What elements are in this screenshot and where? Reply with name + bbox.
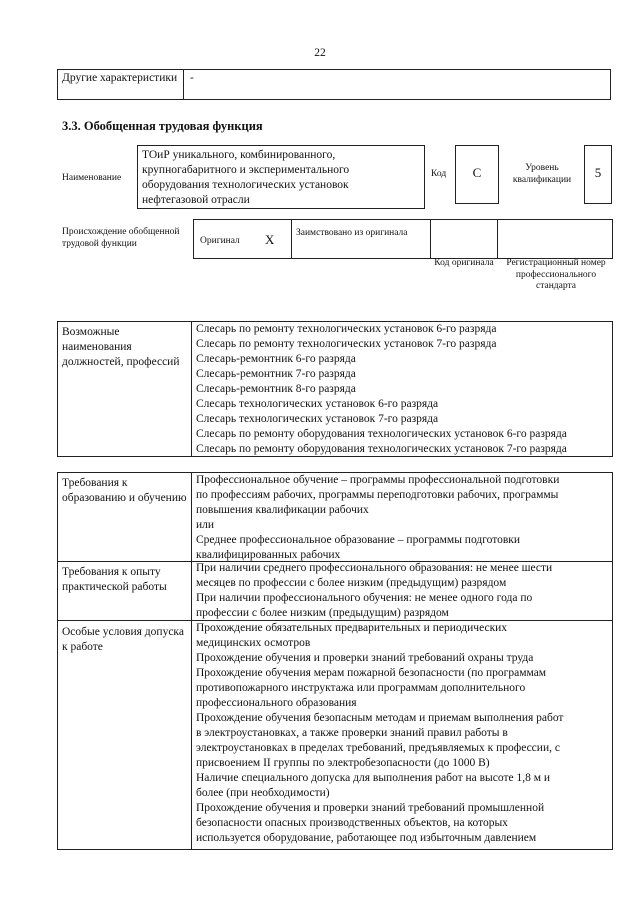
position-item: Слесарь по ремонту технологических установок 6-го разряда	[196, 323, 497, 335]
positions-label: Возможные наименования должностей, профессий	[62, 326, 180, 368]
other-characteristics-label: Другие характеристики	[62, 72, 178, 84]
position-item: Слесарь технологических установок 6-го разряда	[196, 398, 439, 410]
text-line: или	[196, 519, 215, 531]
text-line: профессии с более низким (предыдущим) разрядом	[196, 607, 449, 619]
text-line: квалифицированных рабочих	[196, 549, 341, 561]
special-conditions-text	[196, 621, 563, 846]
text-line: месяцев по профессии с более низким (предыдущим) разрядом	[196, 577, 507, 589]
text-line: При наличии профессионального обучения: не менее одного года по	[196, 592, 533, 604]
original-label: Оригинал	[200, 236, 240, 246]
text-line: Прохождение обучения и проверки знаний требований промышленной	[196, 802, 545, 814]
positions-list	[196, 322, 567, 457]
section-title: 3.3. Обобщенная трудовая функция	[62, 119, 263, 133]
text-line: используется оборудование, работающее под избыточным давлением	[196, 832, 537, 844]
text-line: Профессиональное обучение – программы профессиональной подготовки	[196, 474, 560, 486]
function-name-line: ТОиР уникального, комбинированного,	[142, 149, 336, 161]
text-line: в электроустановках, а также проверки знаний правил работы в	[196, 727, 508, 739]
level-value: 5	[594, 165, 602, 180]
experience-text	[196, 561, 552, 621]
code-value: C	[472, 165, 482, 180]
text-line: медицинских осмотров	[196, 637, 311, 649]
origin-label: Происхождение обобщенной трудовой функции	[62, 227, 180, 249]
position-item: Слесарь-ремонтник 8-го разряда	[196, 383, 356, 395]
text-line: Среднее профессиональное образование – программы подготовки	[196, 534, 521, 546]
function-name-line: оборудования технологических установок	[142, 179, 349, 191]
text-line: противопожарного инструктажа или программам дополнительного	[196, 682, 526, 694]
position-item: Слесарь-ремонтник 7-го разряда	[196, 368, 356, 380]
code-original-caption: Код оригинала	[434, 258, 494, 268]
education-label: Требования к образованию и обучению	[62, 477, 187, 504]
experience-label: Требования к опыту практической работы	[62, 566, 167, 593]
text-line: присвоением II группы по электробезопасности (до 1000 В)	[196, 757, 490, 769]
text-line: электроустановках в пределах требований, предъявляемых к профессии, с	[196, 742, 560, 754]
name-label: Наименование	[62, 173, 122, 183]
text-line: Прохождение обучения мерам пожарной безопасности (по программам	[196, 667, 547, 679]
page-number: 22	[314, 47, 326, 59]
education-text	[196, 473, 559, 563]
original-mark: X	[265, 232, 275, 247]
text-line: более (при необходимости)	[196, 787, 330, 799]
text-line: Наличие специального допуска для выполнения работ на высоте 1,8 м и	[196, 772, 551, 784]
position-item: Слесарь по ремонту технологических установок 7-го разряда	[196, 338, 497, 350]
text-line: При наличии среднего профессионального образования: не менее шести	[196, 562, 553, 574]
text-line: повышения квалификации рабочих	[196, 504, 369, 516]
position-item: Слесарь по ремонту оборудования технологических установок 7-го разряда	[196, 443, 567, 455]
text-line: по профессиям рабочих, программы переподготовки рабочих, программы	[196, 489, 559, 501]
position-item: Слесарь по ремонту оборудования технологических установок 6-го разряда	[196, 428, 567, 440]
text-line: Прохождение обучения и проверки знаний требований охраны труда	[196, 652, 534, 664]
position-item: Слесарь технологических установок 7-го разряда	[196, 413, 439, 425]
function-name-line: нефтегазовой отрасли	[142, 194, 250, 206]
text-line: Прохождение обязательных предварительных и периодических	[196, 622, 508, 634]
function-name-line: крупногабаритного и экспериментального	[142, 164, 350, 176]
reg-number-caption: Регистрационный номер профессионального стандарта	[506, 258, 606, 291]
function-name	[142, 148, 349, 208]
special-conditions-label: Особые условия допуска к работе	[62, 626, 184, 653]
level-label: Уровень квалификации	[512, 163, 572, 185]
borrowed-label: Заимствовано из оригинала	[296, 228, 408, 238]
text-line: Прохождение обучения безопасным методам и приемам выполнения работ	[196, 712, 564, 724]
other-characteristics-value: -	[190, 72, 194, 84]
text-line: профессионального образования	[196, 697, 357, 709]
position-item: Слесарь-ремонтник 6-го разряда	[196, 353, 356, 365]
code-label: Код	[431, 169, 447, 179]
text-line: безопасности опасных производственных объектов, на которых	[196, 817, 508, 829]
